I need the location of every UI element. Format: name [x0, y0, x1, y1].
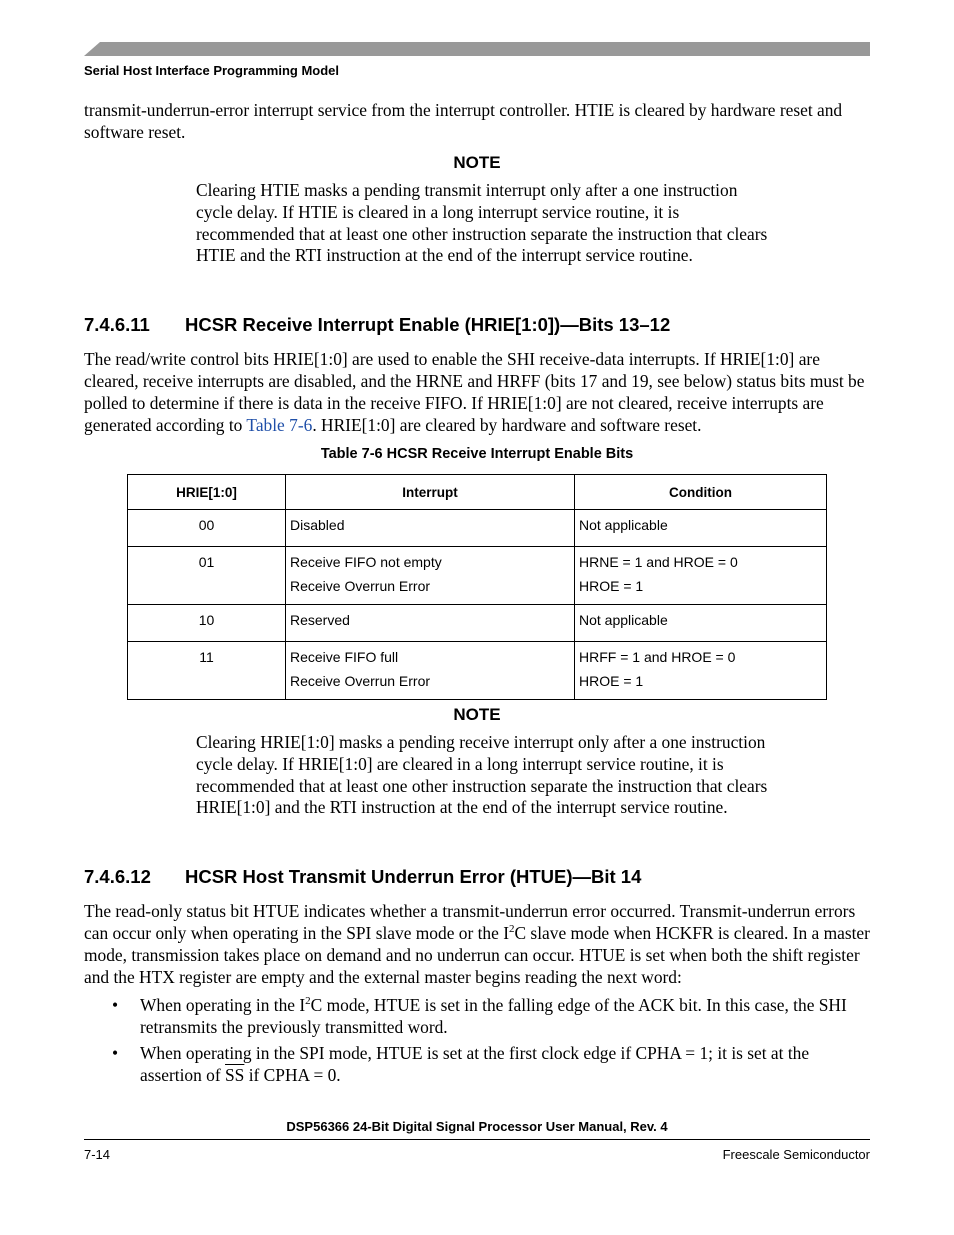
section-heading	[84, 314, 670, 336]
interrupt-cell: Receive FIFO full	[290, 649, 399, 665]
footer-title: DSP56366 24-Bit Digital Signal Processor User Manual, Rev. 4	[286, 1119, 668, 1134]
condition-cell: HRFF = 1 and HROE = 0	[579, 649, 736, 665]
bullet-icon: •	[112, 1043, 119, 1063]
list-item-text-part: C mode, HTUE is set in the falling edge of the ACK bit. In this case, the SHI retransmits the previously transmitted word.	[140, 995, 847, 1037]
ss-signal: $\overline{SS}$	[225, 1065, 245, 1085]
list-item-text-part: When operating in the I	[140, 995, 306, 1015]
note-body: Clearing HTIE masks a pending transmit interrupt only after a one instruction cycle delay. If HTIE is cleared in a long interrupt service routine, it is recommended that at least one other instruction separate the instruction that clears HTIE and the RTI instruction at the end of the interrupt service routine.	[196, 180, 768, 266]
list-item-text-part: if CPHA = 0.	[244, 1065, 341, 1085]
hrie-table	[127, 474, 827, 700]
condition-cell: HRNE = 1 and HROE = 0	[579, 554, 738, 570]
table-row	[128, 605, 827, 642]
section-title: HCSR Host Transmit Underrun Error (HTUE)—Bit 14	[185, 866, 642, 887]
section-paragraph	[84, 900, 870, 988]
interrupt-cell: Receive FIFO not empty	[290, 554, 442, 570]
table-row	[128, 510, 827, 547]
hrie-value: 01	[198, 554, 215, 570]
section-paragraph	[84, 348, 870, 436]
list-item-text-part: When operating in the SPI mode, HTUE is set at the first clock edge if CPHA = 1; it is set at the assertion of	[140, 1043, 810, 1085]
note-title: NOTE	[453, 705, 501, 724]
interrupt-cell: Receive Overrun Error	[290, 673, 431, 689]
bullet-icon: •	[112, 995, 119, 1015]
condition-cell: Not applicable	[579, 517, 668, 533]
condition-cell: Not applicable	[579, 612, 668, 628]
list-item-text	[140, 1042, 870, 1086]
column-header: Condition	[575, 475, 827, 510]
hrie-value: 11	[199, 649, 214, 665]
column-header: HRIE[1:0]	[128, 475, 286, 510]
table-caption: Table 7-6 HCSR Receive Interrupt Enable Bits	[320, 446, 634, 462]
paragraph-text: . HRIE[1:0] are cleared by hardware and software reset.	[312, 415, 702, 435]
section-number: 7.4.6.11	[84, 314, 150, 335]
section-number: 7.4.6.12	[84, 866, 151, 887]
header-decorative-bar	[84, 42, 870, 56]
table-row	[128, 642, 827, 700]
list-item-text	[140, 994, 870, 1038]
section-title: HCSR Receive Interrupt Enable (HRIE[1:0])—Bits 13–12	[185, 314, 671, 335]
superscript: 2	[508, 923, 515, 936]
note-body: Clearing HRIE[1:0] masks a pending receive interrupt only after a one instruction cycle delay. If HRIE[1:0] are cleared in a long interrupt service routine, it is recommended that at least one other instruction separate the instruction that clears HRIE[1:0] and the RTI instruction at the end of the interrupt service routine.	[196, 732, 768, 818]
hrie-value: 10	[198, 612, 215, 628]
table-link[interactable]: Table 7-6	[246, 415, 313, 435]
note-title: NOTE	[453, 153, 501, 172]
interrupt-cell: Disabled	[290, 517, 345, 533]
interrupt-cell: Reserved	[290, 612, 350, 628]
table-header-row	[128, 475, 827, 510]
hrie-value: 00	[198, 517, 215, 533]
paragraph-text: C slave mode when HCKFR is cleared. In a master mode, transmission takes place on demand and no underrun can occur. HTUE is set when both the shift register and the HTX register are empty and the external master begins reading the next word:	[84, 923, 870, 987]
superscript: 2	[305, 995, 311, 1008]
section-heading	[84, 866, 641, 888]
interrupt-cell: Receive Overrun Error	[290, 578, 431, 594]
company-name: Freescale Semiconductor	[722, 1147, 870, 1162]
table-row	[128, 547, 827, 605]
running-head: Serial Host Interface Programming Model	[84, 63, 340, 78]
intro-paragraph: transmit-underrun-error interrupt service from the interrupt controller. HTIE is cleared by hardware reset and software reset.	[84, 100, 843, 142]
column-header: Interrupt	[286, 475, 575, 510]
page-number: 7-14	[84, 1147, 111, 1162]
condition-cell: HROE = 1	[579, 578, 644, 594]
paragraph-text: The read-only status bit HTUE indicates whether a transmit-underrun error occurred. Transmit-underrun errors can occur only when operating in the SPI slave mode or the I	[84, 901, 856, 943]
condition-cell: HROE = 1	[579, 673, 644, 689]
footer-divider	[84, 1139, 870, 1140]
paragraph-text: The read/write control bits HRIE[1:0] are used to enable the SHI receive-data interrupts. If HRIE[1:0] are cleared, receive interrupts are disabled, and the HRNE and HRFF (bits 17 and 19, see below) status bits must be polled to determine if there is data in the receive FIFO. If HRIE[1:0] are not cleared, receive interrupts are generated according to	[84, 349, 865, 435]
